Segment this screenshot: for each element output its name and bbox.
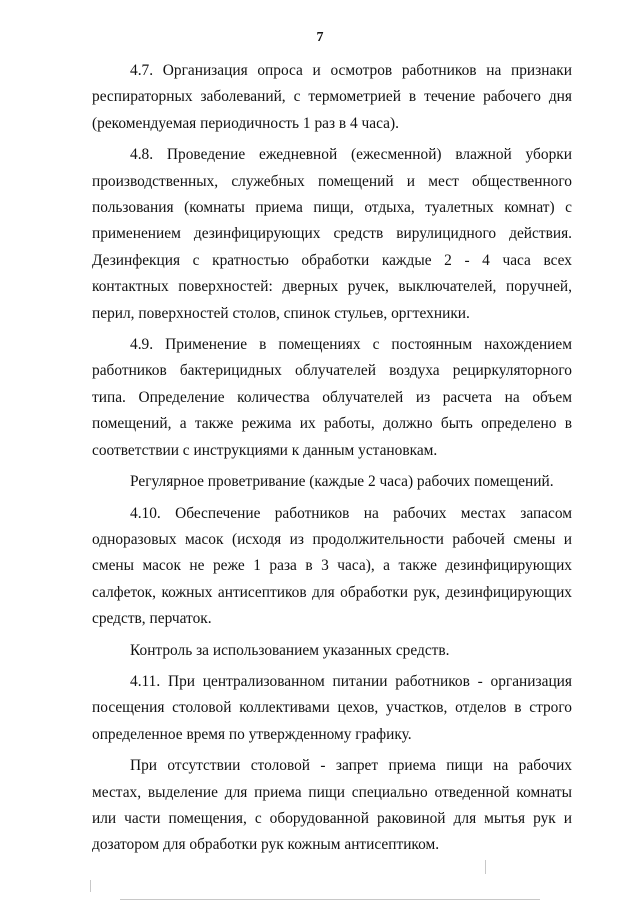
paragraph-4-10: 4.10. Обеспечение работников на рабочих местах запасом одноразовых масок (исходя из продолжительности рабочей смены и смены масок не реже 1 раза в 3 часа), а также дезинфицирующих салфеток, кожных антисептиков для обработки рук, дезинфицирующих средств, перчаток. [92,504,572,628]
paragraph-control: Контроль за использованием указанных средств. [130,641,450,659]
paragraph-4-8: 4.8. Проведение ежедневной (ежесменной) влажной уборки производственных, служебных помещений и мест общественного пользования (комнаты приема пищи, отдыха, туалетных комнат) с применением дезинфицирующих средств вирулицидного действия. Дезинфекция с кратностью обработки каждые 2 - 4 часа всех контактных поверхностей: дверных ручек, выключателей, поручней, перил, поверхностей столов, спинок стульев, оргтехники. [92,146,572,322]
document-body [92,58,572,864]
paragraph-no-canteen: При отсутствии столовой - запрет приема пищи на рабочих местах, выделение для приема пищи специально отведенной комнаты или части помещения, с оборудованной раковиной для мытья рук и дозатором для обработки рук кожным антисептиком. [92,757,572,854]
scan-artifact [90,880,91,892]
scan-artifact [120,899,540,900]
paragraph-4-9: 4.9. Применение в помещениях с постоянным нахождением работников бактерицидных облучателей воздуха рециркуляторного типа. Определение количества облучателей из расчета на объем помещений, а также режима их работы, должно быть определено в соответствии с инструкциями к данным установкам. [92,336,572,459]
paragraph-4-7: 4.7. Организация опроса и осмотров работников на признаки респираторных заболеваний, с термометрией в течение рабочего дня (рекомендуемая периодичность 1 раз в 4 часа). [92,62,572,132]
page-number: 7 [316,30,324,45]
scan-artifact [485,860,486,874]
paragraph-4-11: 4.11. При централизованном питании работников - организация посещения столовой коллективами цехов, участков, отделов в строго определенное время по утвержденному графику. [92,672,572,743]
paragraph-ventilation: Регулярное проветривание (каждые 2 часа) рабочих помещений. [130,473,554,491]
